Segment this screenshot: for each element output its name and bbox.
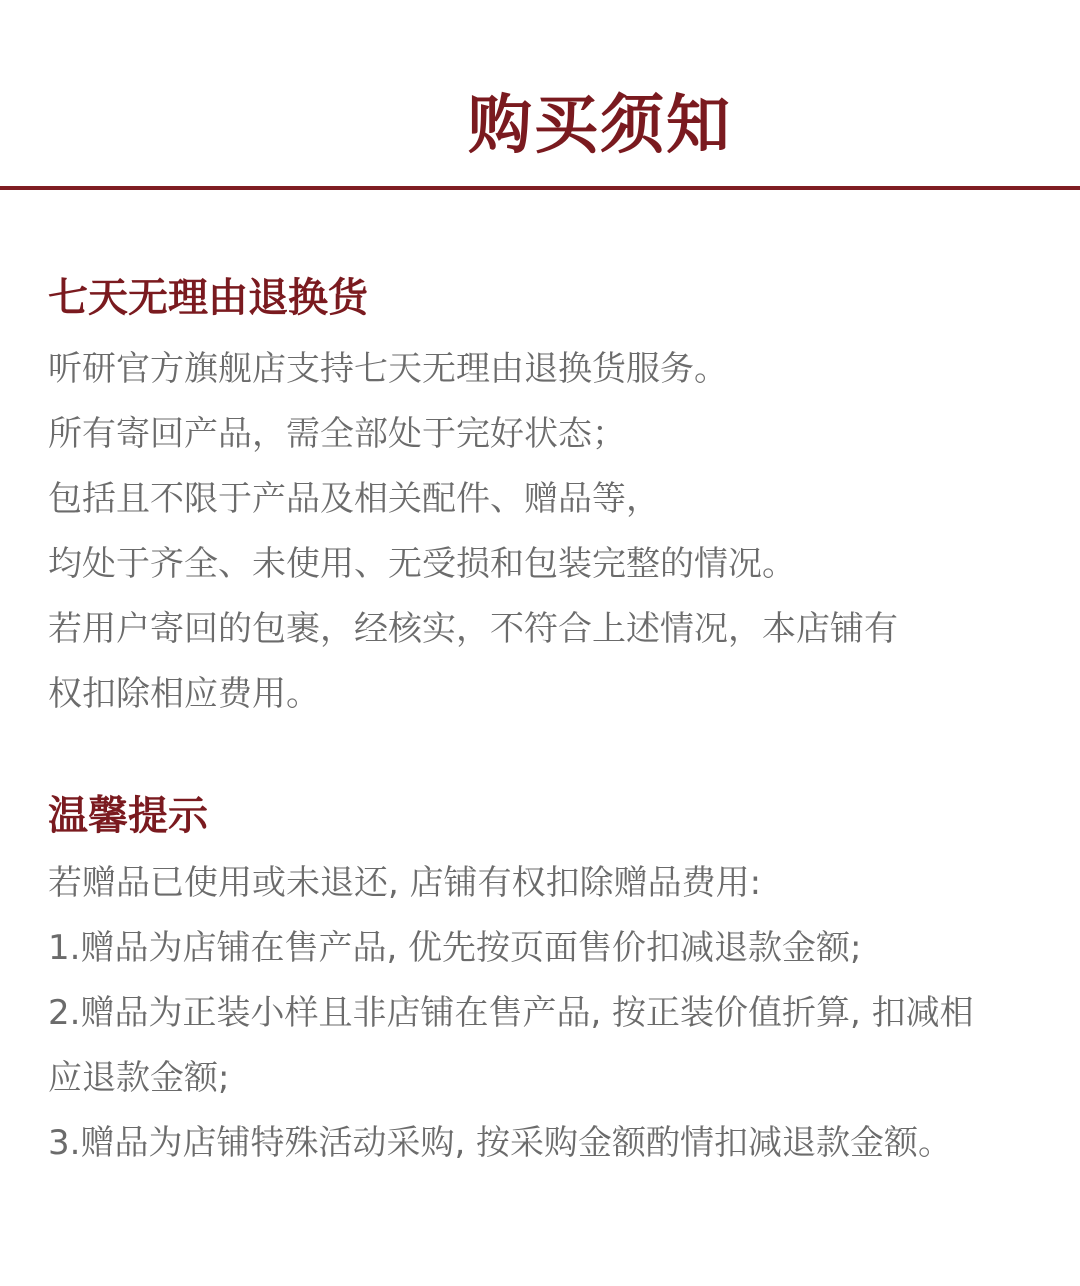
- page-title: 购买须知: [468, 89, 732, 163]
- returns-policy-heading: 七天无理由退换货: [48, 275, 368, 321]
- returns-policy-body: [48, 337, 1048, 727]
- gift-tips-section: [48, 786, 1048, 1176]
- returns-policy-section: [48, 268, 1048, 727]
- returns-policy-line: 所有寄回产品，需全部处于完好状态；: [48, 414, 626, 454]
- gift-tips-line: 1.赠品为店铺在售产品, 优先按页面售价扣减退款金额;: [48, 928, 862, 968]
- gift-tips-line: 若赠品已使用或未退还, 店铺有权扣除赠品费用:: [48, 863, 762, 903]
- returns-policy-line: 听研官方旗舰店支持七天无理由退换货服务。: [48, 349, 728, 389]
- gift-tips-line: 3.赠品为店铺特殊活动采购, 按采购金额酌情扣减退款金额。: [48, 1123, 953, 1163]
- returns-policy-line: 包括且不限于产品及相关配件、赠品等，: [48, 479, 660, 519]
- gift-tips-body: [48, 851, 1048, 1176]
- gift-tips-heading: 温馨提示: [48, 793, 208, 839]
- returns-policy-line: 均处于齐全、未使用、无受损和包装完整的情况。: [48, 544, 796, 584]
- title-divider: [0, 186, 1080, 190]
- gift-tips-line: 应退款金额;: [48, 1058, 230, 1098]
- returns-policy-line: 权扣除相应费用。: [48, 674, 320, 714]
- returns-policy-line: 若用户寄回的包裹，经核实，不符合上述情况，本店铺有: [48, 609, 898, 649]
- gift-tips-line: 2.赠品为正装小样且非店铺在售产品, 按正装价值折算, 扣减相: [48, 993, 974, 1033]
